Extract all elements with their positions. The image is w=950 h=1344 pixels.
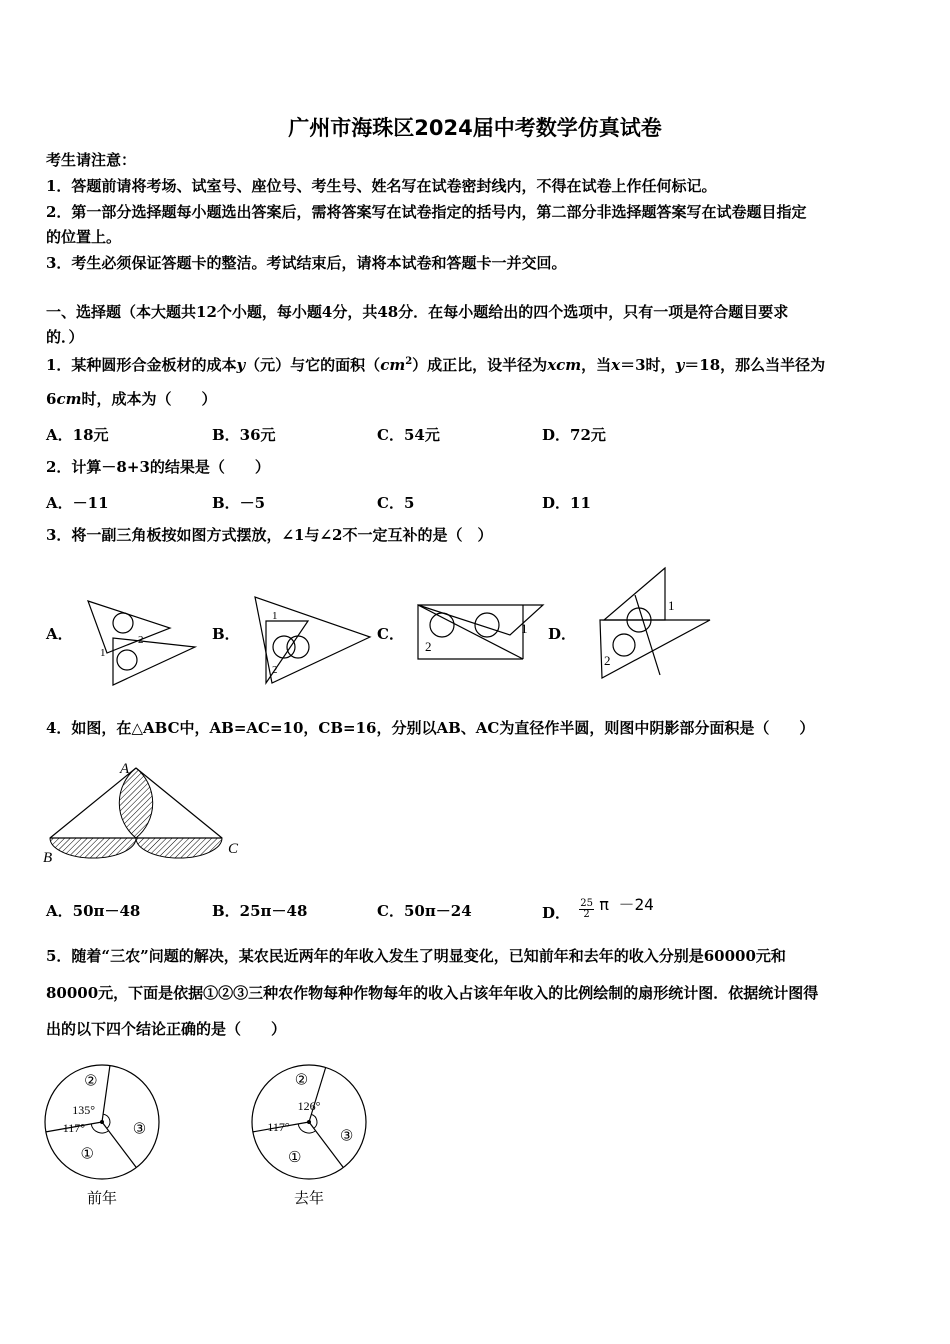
pie-chart-title: 前年 <box>86 1191 118 1207</box>
triangle-shape <box>604 568 665 620</box>
pie-slice-label: ① <box>80 1146 94 1163</box>
q3-figure-d <box>595 565 715 685</box>
page-title: 广州市海珠区2024届中考数学仿真试卷 <box>288 116 662 140</box>
pie-slice-boundary <box>102 1066 110 1122</box>
pie-center <box>307 1120 311 1124</box>
q3-option-d[interactable]: D． <box>548 625 577 643</box>
angle-label-2: 2 <box>604 653 611 668</box>
pie-chart-last-year <box>247 1062 382 1212</box>
q2-option-d[interactable]: D．11 <box>542 494 591 512</box>
q4-figure <box>40 755 250 870</box>
question-1-stem-cont: 6cm时，成本为（ ） <box>46 390 217 408</box>
question-2-stem: 2．计算－8+3的结果是（ ） <box>46 458 270 476</box>
circle-hole <box>430 613 454 637</box>
section-heading: 一、选择题（本大题共12个小题，每小题4分，共48分．在每小题给出的四个选项中，只有一项是符合题目要求 <box>46 303 789 321</box>
notice-item-2-cont: 的位置上。 <box>46 228 122 246</box>
q2-option-c[interactable]: C．5 <box>377 494 415 512</box>
angle-annotation: 117° <box>267 1120 290 1135</box>
point-b-label: B <box>43 850 53 866</box>
angle-label-1: 1 <box>521 621 528 636</box>
question-3-stem: 3．将一副三角板按如图方式摆放，∠1与∠2不一定互补的是（ ） <box>46 526 493 544</box>
angle-label-1: 1 <box>668 598 675 613</box>
q3-option-a[interactable]: A． <box>46 625 73 643</box>
triangle-shape <box>113 638 195 685</box>
q3-option-c[interactable]: C． <box>377 625 404 643</box>
section-heading-cont: 的．） <box>46 328 84 346</box>
pie-slice-boundary <box>102 1122 136 1168</box>
triangle-shape <box>418 605 523 659</box>
pie-slice-label: ③ <box>132 1121 147 1138</box>
shaded-segment-right <box>136 838 222 858</box>
q4-option-d[interactable]: D． $\frac{25}{2}$ π －24 <box>542 895 654 922</box>
q2-option-a[interactable]: A．－11 <box>46 494 109 512</box>
q1-option-d[interactable]: D．72元 <box>542 426 606 444</box>
angle-arc <box>298 1124 315 1133</box>
q3-option-b[interactable]: B． <box>212 625 240 643</box>
triangle-shape <box>88 601 170 653</box>
angle-annotation: 117° <box>62 1121 86 1136</box>
pie-slice-label: ① <box>288 1150 302 1167</box>
question-4-stem: 4．如图，在△ABC中，AB=AC=10，CB=16，分别以AB、AC为直径作半圆，则图中阴影部分面积是（ ） <box>46 719 815 737</box>
q1-option-c[interactable]: C．54元 <box>377 426 440 444</box>
question-5-stem: 5．随着“三农”问题的解决，某农民近两年的年收入发生了明显变化，已知前年和去年的收入分别是60000元和 <box>46 947 786 965</box>
pie-chart-prev-year <box>40 1062 175 1212</box>
question-5-stem-cont: 80000元，下面是依据①②③三种农作物每种作物每年的收入占该年年收入的比例绘制的扇形统计图．依据统计图得 <box>46 984 819 1002</box>
notice-item-1: 1．答题前请将考场、试室号、座位号、考生号、姓名写在试卷密封线内，不得在试卷上作任何标记。 <box>46 177 717 195</box>
q3-figure-b <box>250 595 380 690</box>
angle-label-1: 1 <box>272 610 278 622</box>
pie-slice-label: ③ <box>339 1128 354 1145</box>
angle-arc <box>91 1124 108 1133</box>
q4-option-a[interactable]: A．50π－48 <box>46 902 141 920</box>
q2-option-b[interactable]: B．－5 <box>212 494 266 512</box>
circle-hole <box>273 636 295 658</box>
pie-center <box>100 1120 104 1124</box>
pie-chart-title: 去年 <box>293 1191 325 1207</box>
notice-item-3: 3．考生必须保证答题卡的整洁。考试结束后，请将本试卷和答题卡一并交回。 <box>46 254 567 272</box>
angle-arc <box>103 1114 110 1128</box>
angle-label-2: 2 <box>425 639 432 654</box>
angle-annotation: 126° <box>297 1099 321 1113</box>
angle-annotation: 135° <box>72 1102 95 1117</box>
q3-figure-c <box>415 595 550 665</box>
pie-slice-boundary <box>309 1122 343 1168</box>
pie-slice-label: ② <box>84 1073 98 1090</box>
angle-label-2: 2 <box>138 634 144 646</box>
triangle-shape <box>600 620 710 678</box>
pie-slice-boundary <box>309 1067 326 1122</box>
q1-option-a[interactable]: A．18元 <box>46 426 109 444</box>
q4-option-c[interactable]: C．50π－24 <box>377 902 472 920</box>
question-5-stem-cont2: 出的以下四个结论正确的是（ ） <box>46 1020 287 1038</box>
fraction: $\frac{25}{2}$ <box>580 897 593 920</box>
q3-figure-a <box>80 595 200 690</box>
notice-item-2: 2．第一部分选择题每小题选出答案后，需将答案写在试卷指定的括号内，第二部分非选择题答案写在试卷题目指定 <box>46 203 807 221</box>
point-c-label: C <box>228 841 239 857</box>
notice-heading: 考生请注意： <box>46 151 137 169</box>
circle-hole <box>613 634 635 656</box>
q4-option-b[interactable]: B．25π－48 <box>212 902 308 920</box>
angle-label-1: 1 <box>100 647 106 659</box>
shaded-segment-left <box>50 838 136 858</box>
question-1-stem: 1．某种圆形合金板材的成本y（元）与它的面积$(cm^2)$成正比，设半径为xcm，当x＝3时，y＝18，那么当半径为 <box>46 356 826 374</box>
angle-label-2: 2 <box>272 664 278 676</box>
circle-hole <box>117 650 137 670</box>
circle-hole <box>113 613 133 633</box>
pie-slice-label: ② <box>294 1072 309 1089</box>
shaded-lens <box>119 768 152 838</box>
point-a-label: A <box>120 761 130 777</box>
q1-option-b[interactable]: B．36元 <box>212 426 276 444</box>
